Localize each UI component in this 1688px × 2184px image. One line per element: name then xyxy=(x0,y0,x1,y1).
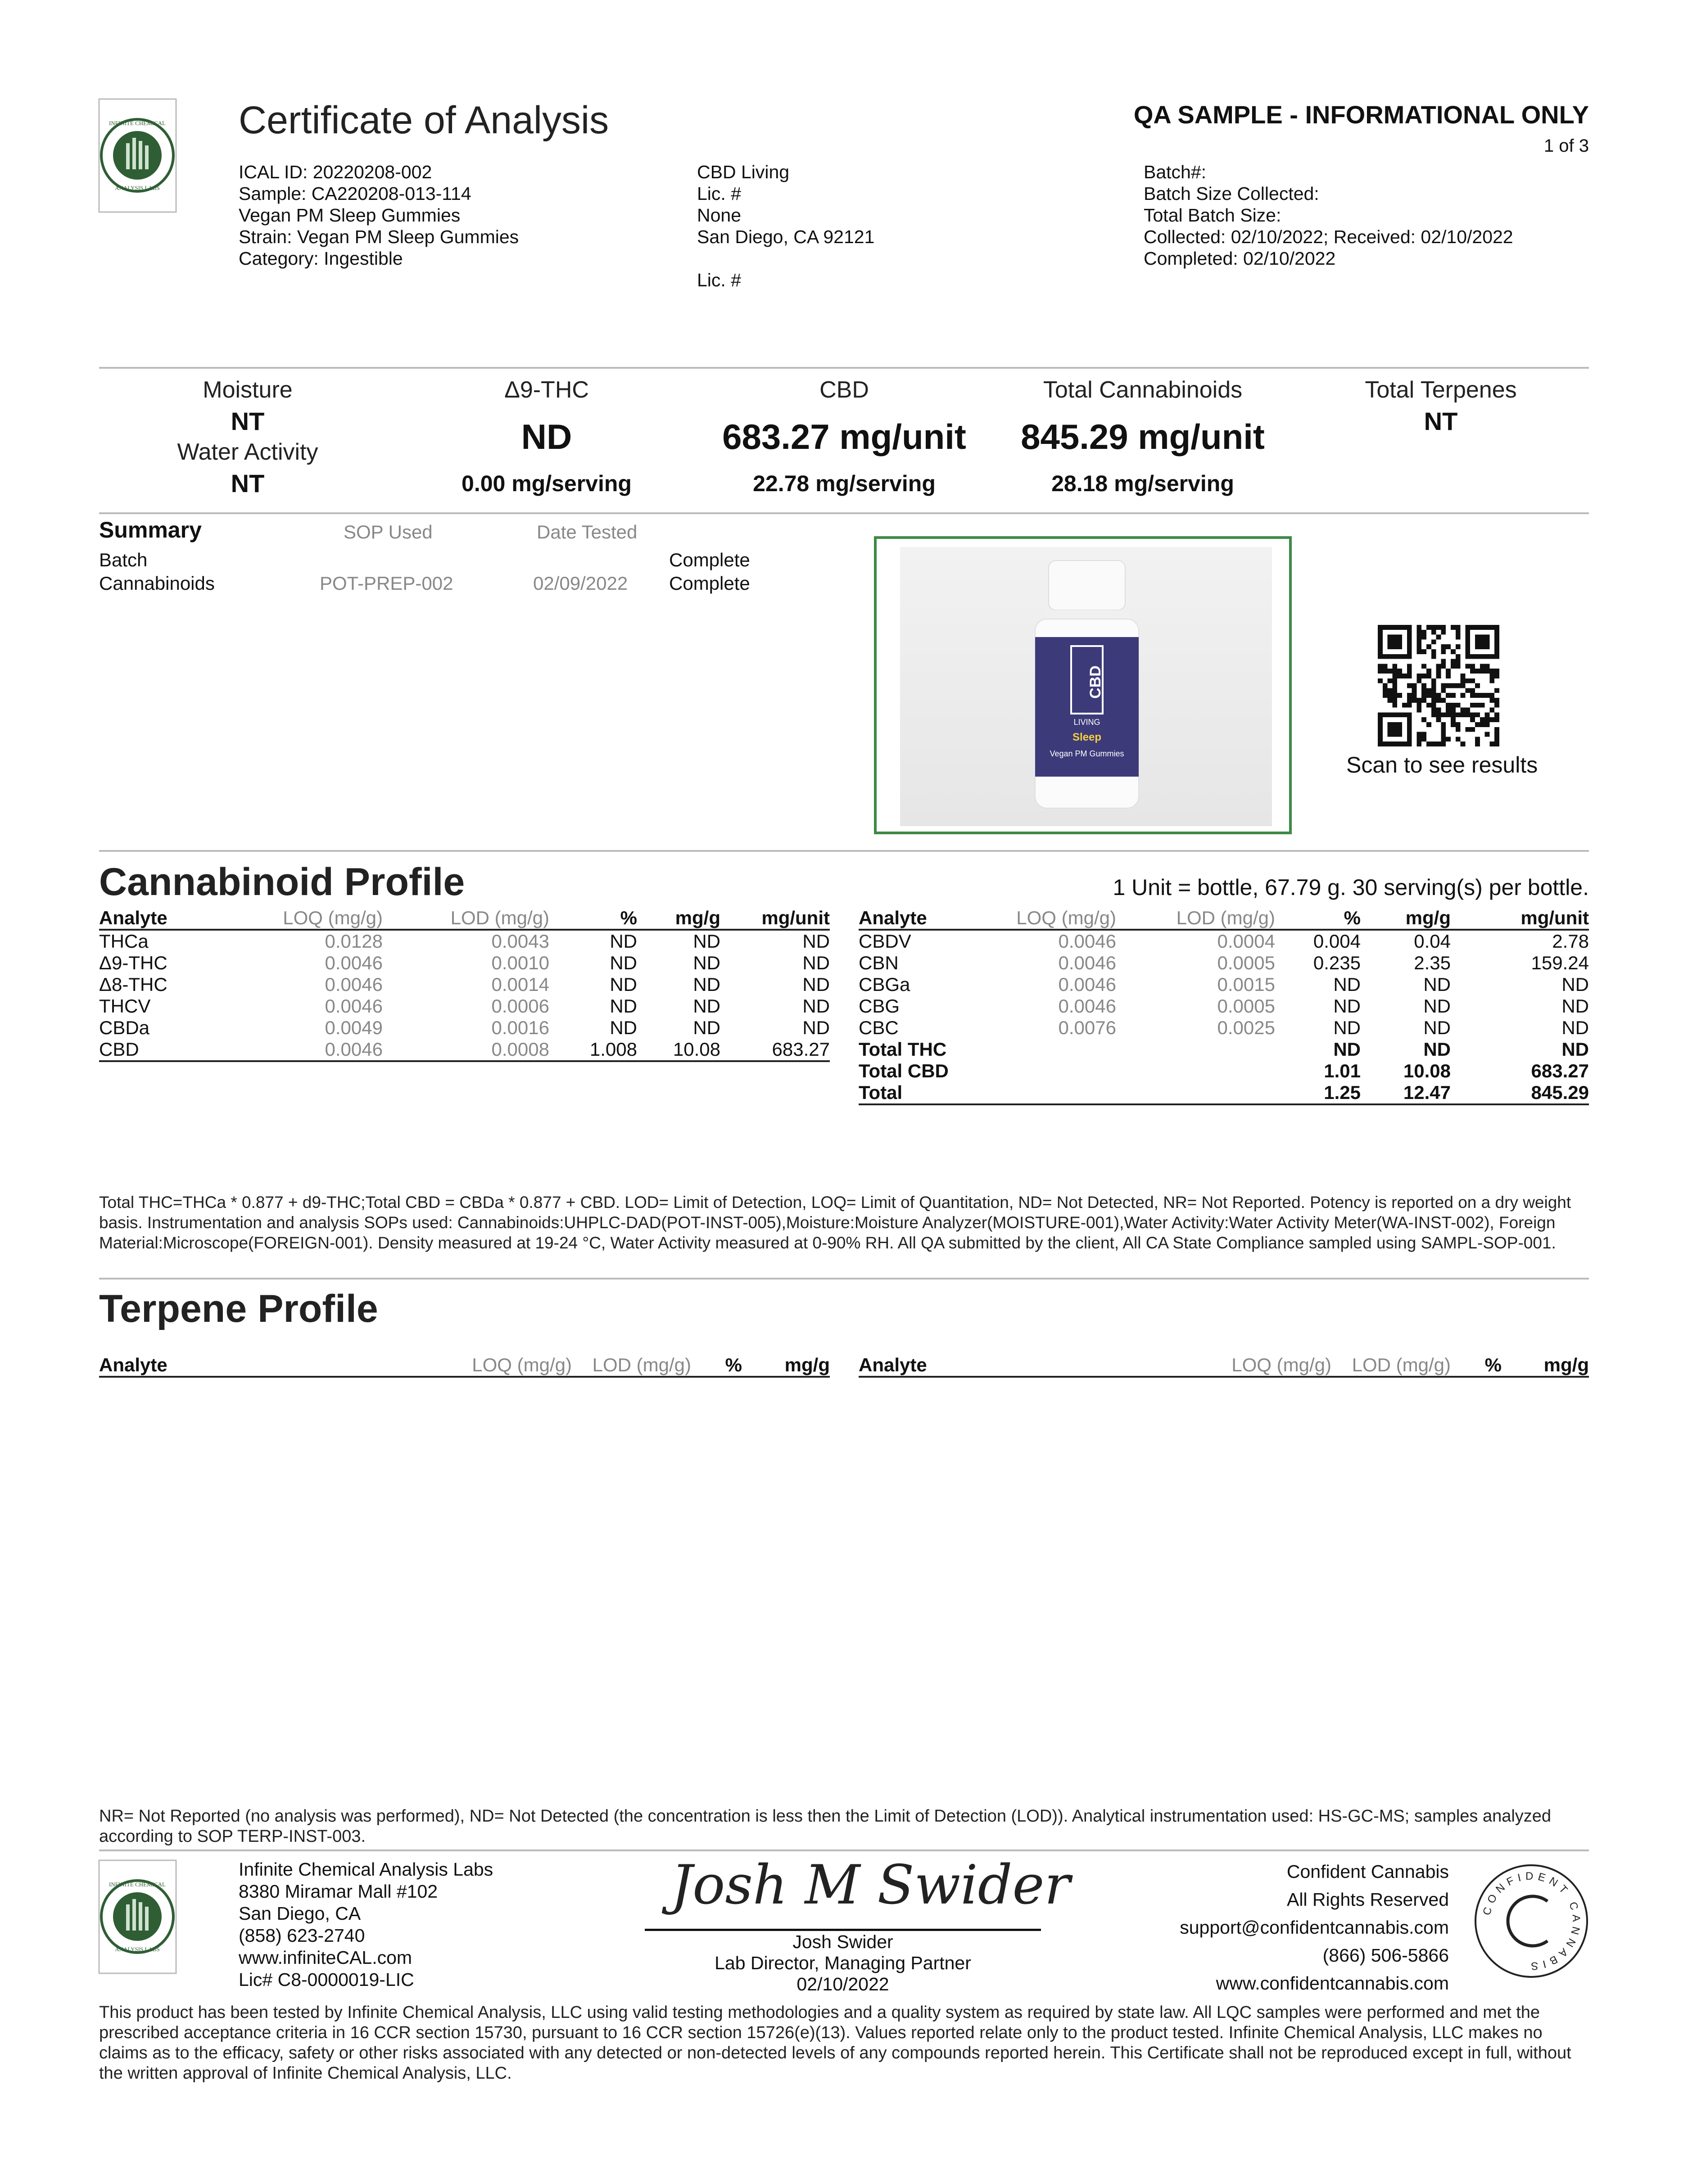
table-row xyxy=(859,995,1589,1017)
summary-row-sop: POT-PREP-002 xyxy=(320,573,453,594)
lab-name: Infinite Chemical Analysis Labs xyxy=(239,1859,493,1880)
signer-name: Josh Swider xyxy=(792,1931,893,1952)
col-analyte: Analyte xyxy=(859,907,1007,930)
cell-analyte: THCV xyxy=(99,995,151,1017)
table-row xyxy=(859,974,1589,995)
total-cannabinoids-label: Total Cannabinoids xyxy=(1043,377,1243,403)
product-bottle-image xyxy=(900,547,1272,826)
table-row xyxy=(99,930,830,952)
cell-mgunit: 2.78 xyxy=(1552,931,1589,952)
metric-total-terpenes xyxy=(1288,374,1594,437)
table-row xyxy=(859,930,1589,952)
cell-percent: ND xyxy=(610,974,637,995)
signature-line xyxy=(645,1929,1041,1931)
cell-mgg: ND xyxy=(1423,1039,1451,1060)
col-percent: % xyxy=(1275,907,1361,930)
sample-strain: Strain: Vegan PM Sleep Gummies xyxy=(239,226,519,247)
sample-name: Vegan PM Sleep Gummies xyxy=(239,205,461,226)
cell-loq: 0.0046 xyxy=(1058,974,1116,995)
total-cannabinoids-value: 845.29 mg/unit xyxy=(1021,417,1265,457)
total-cannabinoids-serving: 28.18 mg/serving xyxy=(1051,471,1234,496)
col-lod: LOD (mg/g) xyxy=(383,907,549,930)
svg-text:ANALYSIS LABS: ANALYSIS LABS xyxy=(115,185,160,191)
summary-row-batch xyxy=(99,549,774,573)
cell-loq: 0.0128 xyxy=(325,931,383,952)
cannabinoid-table-left xyxy=(99,907,830,1062)
lab-logo-icon xyxy=(98,98,177,213)
cannabinoid-profile-title: Cannabinoid Profile xyxy=(99,860,465,904)
col-loq: LOQ (mg/g) xyxy=(333,1354,572,1377)
metric-cbd xyxy=(691,374,997,500)
client-lic2: Lic. # xyxy=(697,270,741,290)
cell-analyte: CBC xyxy=(859,1017,899,1038)
col-mgg: mg/g xyxy=(742,1354,830,1377)
cell-mgunit: ND xyxy=(802,931,830,952)
lab-address: 8380 Miramar Mall #102 xyxy=(239,1881,438,1902)
divider xyxy=(99,850,1589,852)
col-percent: % xyxy=(1451,1354,1502,1377)
col-mgg: mg/g xyxy=(1502,1354,1589,1377)
qa-notice: QA SAMPLE - INFORMATIONAL ONLY xyxy=(1133,100,1589,129)
batch-number: Batch#: xyxy=(1144,162,1207,182)
cell-lod xyxy=(1116,1082,1275,1104)
cell-mgg: ND xyxy=(693,952,720,973)
svg-text:INFINITE CHEMICAL: INFINITE CHEMICAL xyxy=(109,1881,166,1888)
cell-mgg: 10.08 xyxy=(1403,1060,1451,1081)
table-header xyxy=(99,1354,830,1377)
page-number: 1 of 3 xyxy=(1543,136,1589,156)
batch-size-collected: Batch Size Collected: xyxy=(1144,183,1319,204)
cell-percent: 1.01 xyxy=(1324,1060,1361,1081)
table-row xyxy=(99,952,830,974)
cell-analyte: Δ9-THC xyxy=(99,952,167,973)
sample-id: Sample: CA220208-013-114 xyxy=(239,183,471,204)
cell-lod: 0.0010 xyxy=(491,952,549,973)
completed-date: Completed: 02/10/2022 xyxy=(1144,248,1336,269)
signature-script: Josh M Swider xyxy=(671,1854,1070,1917)
col-mgg: mg/g xyxy=(637,907,720,930)
cell-loq: 0.0046 xyxy=(1058,931,1116,952)
col-lod: LOD (mg/g) xyxy=(572,1354,691,1377)
confident-name: Confident Cannabis xyxy=(1286,1861,1449,1882)
cell-loq: 0.0076 xyxy=(1058,1017,1116,1038)
cell-lod: 0.0004 xyxy=(1217,931,1275,952)
cell-analyte: CBG xyxy=(859,995,900,1017)
cell-mgg: ND xyxy=(693,1017,720,1038)
terpene-footnote: NR= Not Reported (no analysis was performed), ND= Not Detected (the concentration is less then the Limit of Detection (LOD)). Analytical instrumentation used: HS-GC-MS; samples analyzed according to SOP TERP-INST-003. xyxy=(99,1807,1552,1846)
metric-total-cannabinoids xyxy=(990,374,1296,500)
cell-mgunit: ND xyxy=(802,1017,830,1038)
client-name: CBD Living xyxy=(697,162,790,182)
ical-id: ICAL ID: 20220208-002 xyxy=(239,162,432,182)
cell-mgunit: ND xyxy=(1561,974,1589,995)
svg-text:ANALYSIS LABS: ANALYSIS LABS xyxy=(115,1946,160,1953)
cell-mgg: 10.08 xyxy=(637,1039,720,1061)
signer-block xyxy=(645,1931,1041,1995)
table-row xyxy=(99,995,830,1017)
summary-row-cannabinoids xyxy=(99,573,774,596)
terpene-table-left xyxy=(99,1354,830,1378)
total-row xyxy=(859,1082,1589,1104)
summary-date-header: Date Tested xyxy=(537,521,638,543)
cell-percent: ND xyxy=(1333,974,1361,995)
collected-date: Collected: 02/10/2022; Received: 02/10/2022 xyxy=(1144,226,1513,247)
cell-percent: 1.008 xyxy=(549,1039,637,1061)
cell-lod: 0.0015 xyxy=(1217,974,1275,995)
cbd-label: CBD xyxy=(819,377,869,403)
summary-row-name: Batch xyxy=(99,549,148,570)
svg-text:Vegan PM Gummies: Vegan PM Gummies xyxy=(1050,749,1124,758)
cell-loq xyxy=(1007,1060,1116,1082)
cell-mgunit: ND xyxy=(802,974,830,995)
cell-loq: 0.0046 xyxy=(325,974,383,995)
cell-lod xyxy=(1116,1060,1275,1082)
cell-analyte: CBDV xyxy=(859,931,911,952)
table-header xyxy=(859,907,1589,930)
cell-mgg: ND xyxy=(693,974,720,995)
cell-percent: ND xyxy=(1333,1039,1361,1060)
cell-mgg: 2.35 xyxy=(1414,952,1451,973)
cell-percent: 1.25 xyxy=(1275,1082,1361,1104)
cell-mgg: ND xyxy=(1423,974,1451,995)
table-row xyxy=(99,1039,830,1061)
summary-row-status: Complete xyxy=(669,573,750,594)
cell-loq: 0.0046 xyxy=(325,995,383,1017)
client-none: None xyxy=(697,205,742,226)
cell-lod: 0.0043 xyxy=(491,931,549,952)
client-city: San Diego, CA 92121 xyxy=(697,226,875,247)
cell-loq xyxy=(1007,1082,1116,1104)
table-header xyxy=(99,907,830,930)
lab-city: San Diego, CA xyxy=(239,1903,361,1924)
cell-percent: ND xyxy=(1333,1017,1361,1038)
cell-percent: ND xyxy=(610,952,637,973)
cell-mgunit: ND xyxy=(802,952,830,973)
cell-percent: 0.004 xyxy=(1313,931,1361,952)
table-header xyxy=(859,1354,1589,1377)
col-loq: LOQ (mg/g) xyxy=(1093,1354,1331,1377)
summary-sop-header: SOP Used xyxy=(344,521,433,543)
confident-info xyxy=(1180,1858,1449,1997)
svg-text:CBD: CBD xyxy=(1087,665,1104,699)
cell-mgg: ND xyxy=(693,995,720,1017)
total-terpenes-label: Total Terpenes xyxy=(1365,377,1517,403)
signer-title: Lab Director, Managing Partner xyxy=(715,1953,971,1973)
table-row xyxy=(859,1017,1589,1039)
cell-lod: 0.0008 xyxy=(383,1039,549,1061)
cell-lod: 0.0025 xyxy=(1217,1017,1275,1038)
col-analyte: Analyte xyxy=(99,1354,333,1377)
divider xyxy=(99,512,1589,514)
metric-thc xyxy=(394,374,700,500)
signed-date: 02/10/2022 xyxy=(796,1974,889,1994)
cell-mgunit: 683.27 xyxy=(720,1039,830,1061)
cell-mgunit: 683.27 xyxy=(1531,1060,1589,1081)
unit-note: 1 Unit = bottle, 67.79 g. 30 serving(s) per bottle. xyxy=(1113,875,1589,900)
water-activity-value: NT xyxy=(231,469,265,497)
cell-mgunit: 845.29 xyxy=(1451,1082,1589,1104)
cell-loq: 0.0046 xyxy=(248,1039,383,1061)
svg-text:INFINITE CHEMICAL: INFINITE CHEMICAL xyxy=(109,120,166,127)
cell-lod: 0.0005 xyxy=(1217,995,1275,1017)
cell-loq: 0.0046 xyxy=(1058,952,1116,973)
client-lic: Lic. # xyxy=(697,183,741,204)
total-row xyxy=(859,1060,1589,1082)
summary-row-date: 02/09/2022 xyxy=(533,573,628,594)
cell-analyte: CBD xyxy=(99,1039,248,1061)
confident-email[interactable]: support@confidentcannabis.com xyxy=(1180,1917,1449,1938)
summary-row-name: Cannabinoids xyxy=(99,573,215,594)
summary-title: Summary xyxy=(99,517,202,543)
confident-phone[interactable]: (866) 506-5866 xyxy=(1322,1945,1449,1966)
total-terpenes-value: NT xyxy=(1424,407,1458,435)
cell-analyte: Total THC xyxy=(859,1039,947,1060)
terpene-table-right xyxy=(859,1354,1589,1378)
divider xyxy=(99,1849,1589,1851)
batch-info xyxy=(1144,161,1513,269)
client-info xyxy=(697,161,874,291)
water-activity-label: Water Activity xyxy=(177,439,318,465)
cell-mgg: 12.47 xyxy=(1361,1082,1451,1104)
table-row xyxy=(99,1017,830,1039)
cell-mgg: ND xyxy=(693,931,720,952)
divider xyxy=(99,1278,1589,1280)
lab-license: Lic# C8-0000019-LIC xyxy=(239,1969,414,1990)
col-percent: % xyxy=(549,907,637,930)
lab-website[interactable]: www.infiniteCAL.com xyxy=(239,1947,412,1968)
cell-percent: ND xyxy=(1333,995,1361,1017)
thc-label: Δ9-THC xyxy=(504,377,589,403)
cell-lod: 0.0016 xyxy=(491,1017,549,1038)
cell-lod xyxy=(1116,1039,1275,1060)
disclaimer: This product has been tested by Infinite Chemical Analysis, LLC using valid testing methodologies and a quality system as required by state law. All LQC samples were performed and met the prescribed acceptance criteria in 16 CCR section 15730, pursuant to 16 CCR section 15726(e)(13). Values reported relate only to the product tested. Infinite Chemical Analysis, LLC makes no claims as to the efficacy, safety or other risks associated with any detected or non-detected levels of any compounds reported herein. This Certificate shall not be reproduced except in full, without the written approval of Infinite Chemical Analysis, LLC. xyxy=(99,2003,1571,2083)
moisture-label: Moisture xyxy=(203,377,293,403)
cell-mgunit: ND xyxy=(1561,1017,1589,1038)
col-analyte: Analyte xyxy=(859,1354,1093,1377)
total-batch-size: Total Batch Size: xyxy=(1144,205,1281,226)
col-lod: LOD (mg/g) xyxy=(1116,907,1275,930)
qr-caption: Scan to see results xyxy=(1346,752,1538,778)
cell-percent: ND xyxy=(610,931,637,952)
cell-analyte: CBN xyxy=(859,952,899,973)
cell-lod: 0.0006 xyxy=(491,995,549,1017)
col-mgunit: mg/unit xyxy=(1451,907,1589,930)
cell-mgg: 0.04 xyxy=(1414,931,1451,952)
cell-lod: 0.0005 xyxy=(1217,952,1275,973)
page-title: Certificate of Analysis xyxy=(239,99,609,142)
sample-info xyxy=(239,161,519,269)
col-lod: LOD (mg/g) xyxy=(1331,1354,1451,1377)
cell-mgunit: ND xyxy=(802,995,830,1017)
cell-loq: 0.0046 xyxy=(1058,995,1116,1017)
cell-mgunit: ND xyxy=(1561,1039,1589,1060)
col-loq: LOQ (mg/g) xyxy=(1007,907,1116,930)
svg-text:Sleep: Sleep xyxy=(1072,731,1102,743)
total-row xyxy=(859,1039,1589,1060)
cell-loq: 0.0046 xyxy=(325,952,383,973)
cell-percent: ND xyxy=(610,995,637,1017)
metric-moisture xyxy=(95,374,401,500)
cell-analyte: Total xyxy=(859,1082,1007,1104)
thc-value: ND xyxy=(521,417,572,457)
cell-analyte: CBDa xyxy=(99,1017,150,1038)
cell-analyte: Total CBD xyxy=(859,1060,949,1081)
cell-mgunit: ND xyxy=(1561,995,1589,1017)
product-photo xyxy=(874,536,1292,834)
cell-lod: 0.0014 xyxy=(491,974,549,995)
cannabinoid-table-right xyxy=(859,907,1589,1105)
table-row xyxy=(99,974,830,995)
sample-category: Category: Ingestible xyxy=(239,248,403,269)
cell-percent: 0.235 xyxy=(1313,952,1361,973)
col-loq: LOQ (mg/g) xyxy=(248,907,383,930)
col-percent: % xyxy=(691,1354,742,1377)
lab-phone[interactable]: (858) 623-2740 xyxy=(239,1925,365,1946)
confident-cannabis-seal-icon xyxy=(1473,1863,1589,1979)
terpene-profile-title: Terpene Profile xyxy=(99,1287,378,1330)
summary-row-status: Complete xyxy=(669,549,750,570)
col-mgunit: mg/unit xyxy=(720,907,830,930)
cell-analyte: THCa xyxy=(99,931,149,952)
cell-loq xyxy=(1007,1039,1116,1060)
cell-mgunit: 159.24 xyxy=(1531,952,1589,973)
lab-info xyxy=(239,1858,493,1991)
cell-analyte: Δ8-THC xyxy=(99,974,167,995)
thc-serving: 0.00 mg/serving xyxy=(462,471,632,496)
svg-text:LIVING: LIVING xyxy=(1073,718,1100,727)
cell-mgg: ND xyxy=(1423,995,1451,1017)
col-analyte: Analyte xyxy=(99,907,248,930)
lab-logo-footer-icon xyxy=(98,1859,177,1974)
qr-code-icon[interactable] xyxy=(1378,625,1499,746)
cell-analyte: CBGa xyxy=(859,974,910,995)
table-row xyxy=(859,952,1589,974)
cbd-value: 683.27 mg/unit xyxy=(722,417,966,457)
cannabinoid-footnote: Total THC=THCa * 0.877 + d9-THC;Total CBD = CBDa * 0.877 + CBD. LOD= Limit of Detection, LOQ= Limit of Quantitation, ND= Not Detected, NR= Not Reported. Potency is reported on a dry weight basis. Instrumentation and analysis SOPs used: Cannabinoids:UHPLC-DAD(POT-INST-005),Moisture:Moisture Analyzer(MOISTURE-001),Water Activity:Water Activity Meter(WA-INST-002), Foreign Material:Microscope(FOREIGN-001). Density measured at 19-24 °C, Water Activity measured at 0-90% RH. All QA submitted by the client, All CA State Compliance sampled using SAMPL-SOP-001. xyxy=(99,1193,1571,1252)
divider xyxy=(99,367,1589,369)
confident-website[interactable]: www.confidentcannabis.com xyxy=(1216,1973,1449,1994)
confident-rights: All Rights Reserved xyxy=(1286,1889,1449,1910)
cell-mgg: ND xyxy=(1423,1017,1451,1038)
cell-percent: ND xyxy=(610,1017,637,1038)
svg-text:CONFIDENT CANNABIS: CONFIDENT CANNABIS xyxy=(1480,1870,1583,1972)
cbd-serving: 22.78 mg/serving xyxy=(753,471,936,496)
moisture-value: NT xyxy=(231,407,265,435)
cell-loq: 0.0049 xyxy=(325,1017,383,1038)
col-mgg: mg/g xyxy=(1361,907,1451,930)
